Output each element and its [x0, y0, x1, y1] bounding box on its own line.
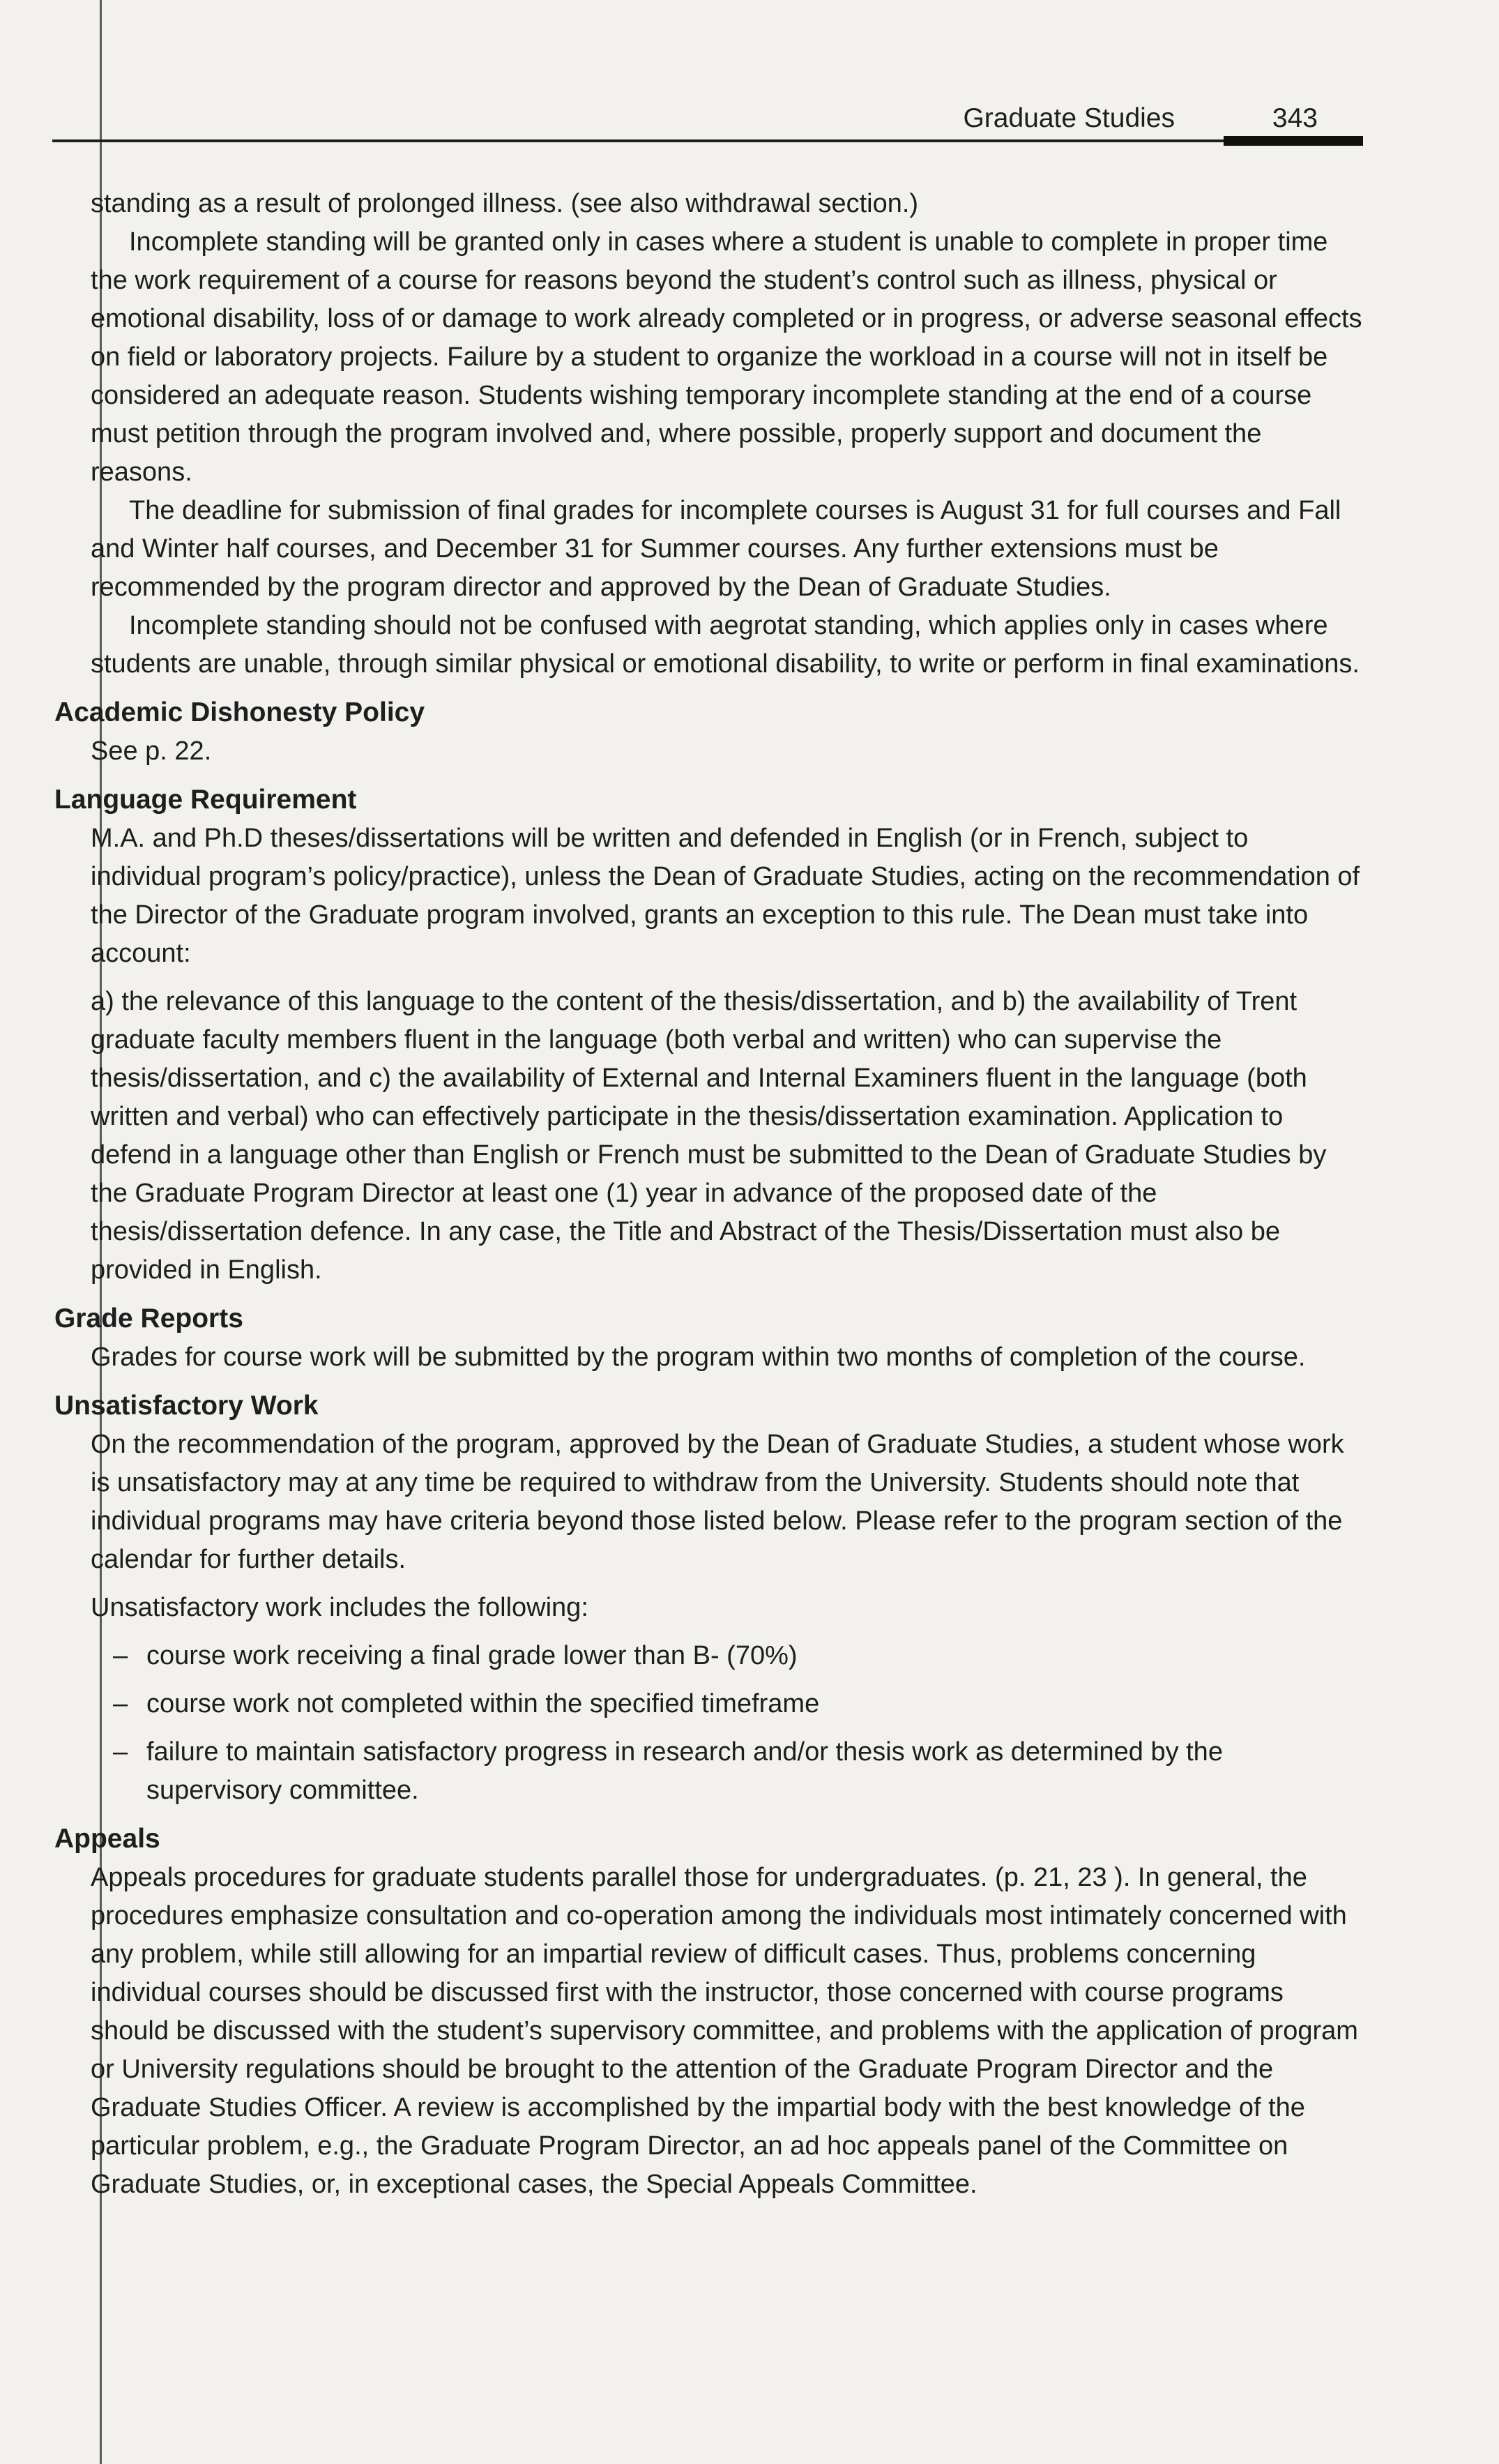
paragraph: Unsatisfactory work includes the following: — [91, 1593, 588, 1622]
list-item: – course work receiving a final grade lower than B- (70%) — [91, 1637, 1365, 1675]
incomplete-standing-text — [54, 185, 1365, 683]
section-heading-academic-dishonesty: Academic Dishonesty Policy — [54, 697, 425, 727]
paragraph: M.A. and Ph.D theses/dissertations will be written and defended in English (or in French, subject to individual program’s policy/practice), unless the Dean of Graduate Studies, acting on the recommendation of the Director of the Graduate program involved, grants an exception to this rule. The Dean must take into account: — [91, 824, 1360, 968]
paragraph: standing as a result of prolonged illness. (see also withdrawal section.) — [91, 189, 919, 218]
section-heading-unsatisfactory-work: Unsatisfactory Work — [54, 1391, 319, 1421]
paragraph: a) the relevance of this language to the content of the thesis/dissertation, and b) the availability of Trent graduate faculty members fluent in the language (both verbal and written) who can supervise the thesis/dissertation, and c) the availability of External and Internal Examiners fluent in the language (both written and verbal) who can effectively participate in the thesis/dissertation examination. Application to defend in a language other than English or French must be submitted to the Dean of Graduate Studies by the Graduate Program Director at least one (1) year in advance of the proposed date of the thesis/dissertation defence. In any case, the Title and Abstract of the Thesis/Dissertation must also be provided in English. — [91, 987, 1327, 1285]
paragraph: Grades for course work will be submitted by the program within two months of completion of the course. — [91, 1343, 1306, 1372]
appeals-text — [54, 1859, 1365, 2204]
section-heading-grade-reports: Grade Reports — [54, 1303, 243, 1333]
paragraph: The deadline for submission of final grades for incomplete courses is August 31 for full courses and Fall and Winter half courses, and December 31 for Summer courses. Any further extensions must be recommended by the program director and approved by the Dean of Graduate Studies. — [91, 496, 1341, 602]
paragraph: Appeals procedures for graduate students parallel those for undergraduates. (p. 21, 23 ). In general, the procedures emphasize consultation and co-operation among the individuals most intimately concerned with any problem, while still allowing for an impartial review of difficult cases. Thus, problems concerning individual courses should be discussed first with the instructor, those concerned with course programs should be discussed with the student’s supervisory committee, and problems with the application of program or University regulations should be brought to the attention of the Graduate Program Director and the Graduate Studies Officer. A review is accomplished by the impartial body with the best knowledge of the particular problem, e.g., the Graduate Program Director, an ad hoc appeals panel of the Committee on Graduate Studies, or, in exceptional cases, the Special Appeals Committee. — [91, 1863, 1358, 2199]
header-tab-marker — [1224, 136, 1363, 146]
grade-reports-text — [54, 1338, 1365, 1377]
header-rule — [52, 139, 1363, 142]
paragraph: Incomplete standing will be granted only in cases where a student is unable to complete in proper time the work requirement of a course for reasons beyond the student’s control such as illness, physical or emotional disability, loss of or damage to work already completed or in progress, or adverse seasonal effects on field or laboratory projects. Failure by a student to organize the workload in a course will not in itself be considered an adequate reason. Students wishing temporary incomplete standing at the end of a course must petition through the program involved and, where possible, properly support and document the reasons. — [91, 227, 1362, 487]
running-header — [52, 98, 1363, 150]
list-item: – failure to maintain satisfactory progress in research and/or thesis work as determined by the supervisory committee. — [91, 1733, 1365, 1810]
page-content — [54, 185, 1365, 2204]
language-requirement-text — [54, 819, 1365, 1290]
section-heading-language-requirement: Language Requirement — [54, 785, 357, 815]
running-title: Graduate Studies — [963, 103, 1175, 133]
unsatisfactory-work-list — [91, 1637, 1365, 1810]
section-heading-appeals: Appeals — [54, 1824, 160, 1854]
unsatisfactory-work-text — [54, 1426, 1365, 1810]
paragraph: On the recommendation of the program, approved by the Dean of Graduate Studies, a student whose work is unsatisfactory may at any time be required to withdraw from the University. Students should note that individual programs may have criteria beyond those listed below. Please refer to the program section of the calendar for further details. — [91, 1430, 1344, 1574]
list-item: – course work not completed within the specified timeframe — [91, 1685, 1365, 1723]
page-number: 343 — [1272, 103, 1318, 133]
paragraph: Incomplete standing should not be confused with aegrotat standing, which applies only in cases where students are unable, through similar physical or emotional disability, to write or perform in final examinations. — [91, 611, 1360, 679]
paragraph: See p. 22. — [91, 736, 212, 766]
academic-dishonesty-text — [54, 732, 1365, 771]
